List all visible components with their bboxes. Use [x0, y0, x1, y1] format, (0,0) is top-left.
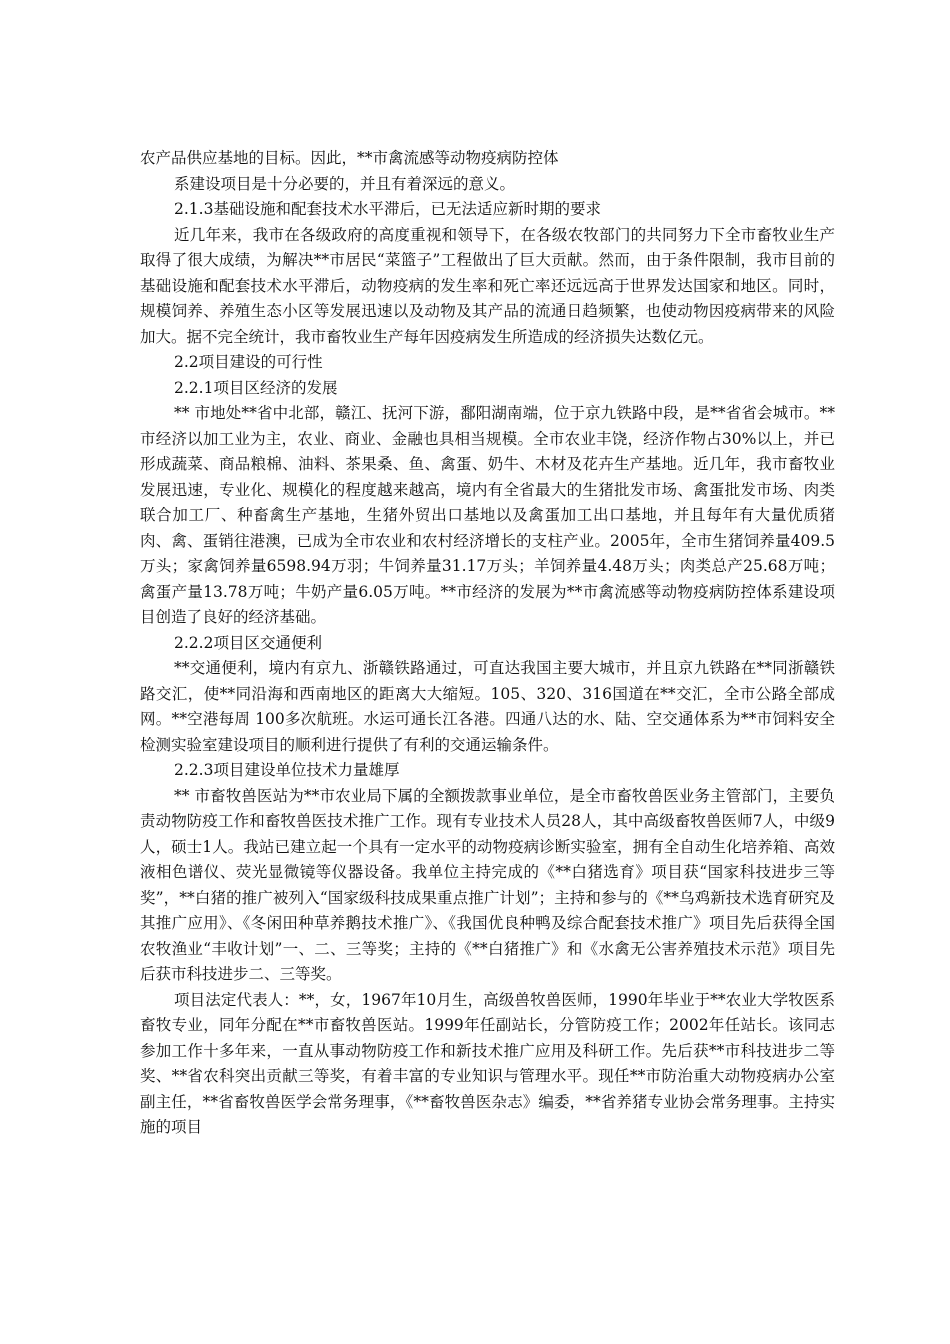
paragraph-10: ** 市畜牧兽医站为**市农业局下属的全额拨款事业单位，是全市畜牧兽医业务主管部门，主要负责动物防疫工作和畜牧兽医技术推广工作。现有专业技术人员28人，其中高级畜牧兽医师7人，中级9人，硕士1人。我站已建立起一个具有一定水平的动物疫病诊断实验室，拥有全自动生化培养箱、高效液相色谱仪、荧光显微镜等仪器设备。我单位主持完成的《**白猪选育》项目获“国家科技进步三等奖”，**白猪的推广被列入“国家级科技成果重点推广计划”；主持和参与的《**乌鸡新技术选育研究及其推广应用》、《冬闲田种草养鹅技术推广》、《我国优良种鸭及综合配套技术推广》项目先后获得全国农牧渔业“丰收计划”一、二、三等奖；主持的《**白猪推广》和《水禽无公害养殖技术示范》项目先后获市科技进步二、三等奖。 [140, 786, 835, 983]
paragraph-0: 农产品供应基地的目标。因此，**市禽流感等动物疫病防控体 [140, 149, 559, 167]
paragraph-6: ** 市地处**省中北部，赣江、抚河下游，鄱阳湖南端，位于京九铁路中段，是**省省会城市。**市经济以加工业为主，农业、商业、金融也具相当规模。全市农业丰饶，经济作物占30%以上，并已形成蔬菜、商品粮棉、油料、茶果桑、鱼、禽蛋、奶牛、木材及花卉生产基地。近几年，我市畜牧业发展迅速，专业化、规模化的程度越来越高，境内有全省最大的生猪批发市场、禽蛋批发市场、肉类联合加工厂、种畜禽生产基地，生猪外贸出口基地以及禽蛋加工出口基地，并且每年有大量优质猪肉、禽、蛋销往港澳，已成为全市农业和农村经济增长的支柱产业。2005年，全市生猪饲养量409.5万头；家禽饲养量6598.94万羽；牛饲养量31.17万头；羊饲养量4.48万头；肉类总产25.68万吨；禽蛋产量13.78万吨；牛奶产量6.05万吨。**市经济的发展为**市禽流感等动物疫病防控体系建设项目创造了良好的经济基础。 [140, 404, 835, 626]
paragraph-11: 项目法定代表人：**，女，1967年10月生，高级兽牧兽医师，1990年毕业于**农业大学牧医系畜牧专业，同年分配在**市畜牧兽医站。1999年任副站长，分管防疫工作；2002年任站长。该同志参加工作十多年来，一直从事动物防疫工作和新技术推广应用及科研工作。先后获**市科技进步二等奖、**省农科突出贡献三等奖，有着丰富的专业知识与管理水平。现任**市防治重大动物疫病办公室副主任，**省畜牧兽医学会常务理事，《**畜牧兽医杂志》编委，**省养猪专业协会常务理事。主持实施的项目 [140, 990, 835, 1136]
section-heading-2-2-2: 2.2.2项目区交通便利 [174, 633, 322, 652]
section-heading-2-2-3: 2.2.3项目建设单位技术力量雄厚 [174, 761, 400, 779]
paragraph-8: **交通便利，境内有京九、浙赣铁路通过，可直达我国主要大城市，并且京九铁路在**同浙赣铁路交汇，使**同沿海和西南地区的距离大大缩短。105、320、316国道在**交汇，全市公路全部成网。**空港每周 100多次航班。水运可通长江各港。四通八达的水、陆、空交通体系为**市饲料安全检测实验室建设项目的顺利进行提供了有利的交通运输条件。 [140, 659, 835, 754]
document-page [140, 146, 835, 1141]
section-heading-2-1-3: 2.1.3基础设施和配套技术水平滞后，已无法适应新时期的要求 [174, 200, 601, 218]
section-heading-2-2-1: 2.2.1项目区经济的发展 [174, 378, 338, 397]
paragraph-1: 系建设项目是十分必要的，并且有着深远的意义。 [174, 174, 516, 193]
section-heading-2-2: 2.2项目建设的可行性 [174, 353, 323, 371]
paragraph-3: 近几年来，我市在各级政府的高度重视和领导下，在各级农牧部门的共同努力下全市畜牧业生产取得了很大成绩，为解决**市居民“菜篮子”工程做出了巨大贡献。然而，由于条件限制，我市目前的基础设施和配套技术水平滞后，动物疫病的发生率和死亡率还远远高于世界发达国家和地区。同时，规模饲养、养殖生态小区等发展迅速以及动物及其产品的流通日趋频繁，也使动物因疫病带来的风险加大。据不完全统计，我市畜牧业生产每年因疫病发生所造成的经济损失达数亿元。 [140, 225, 835, 346]
